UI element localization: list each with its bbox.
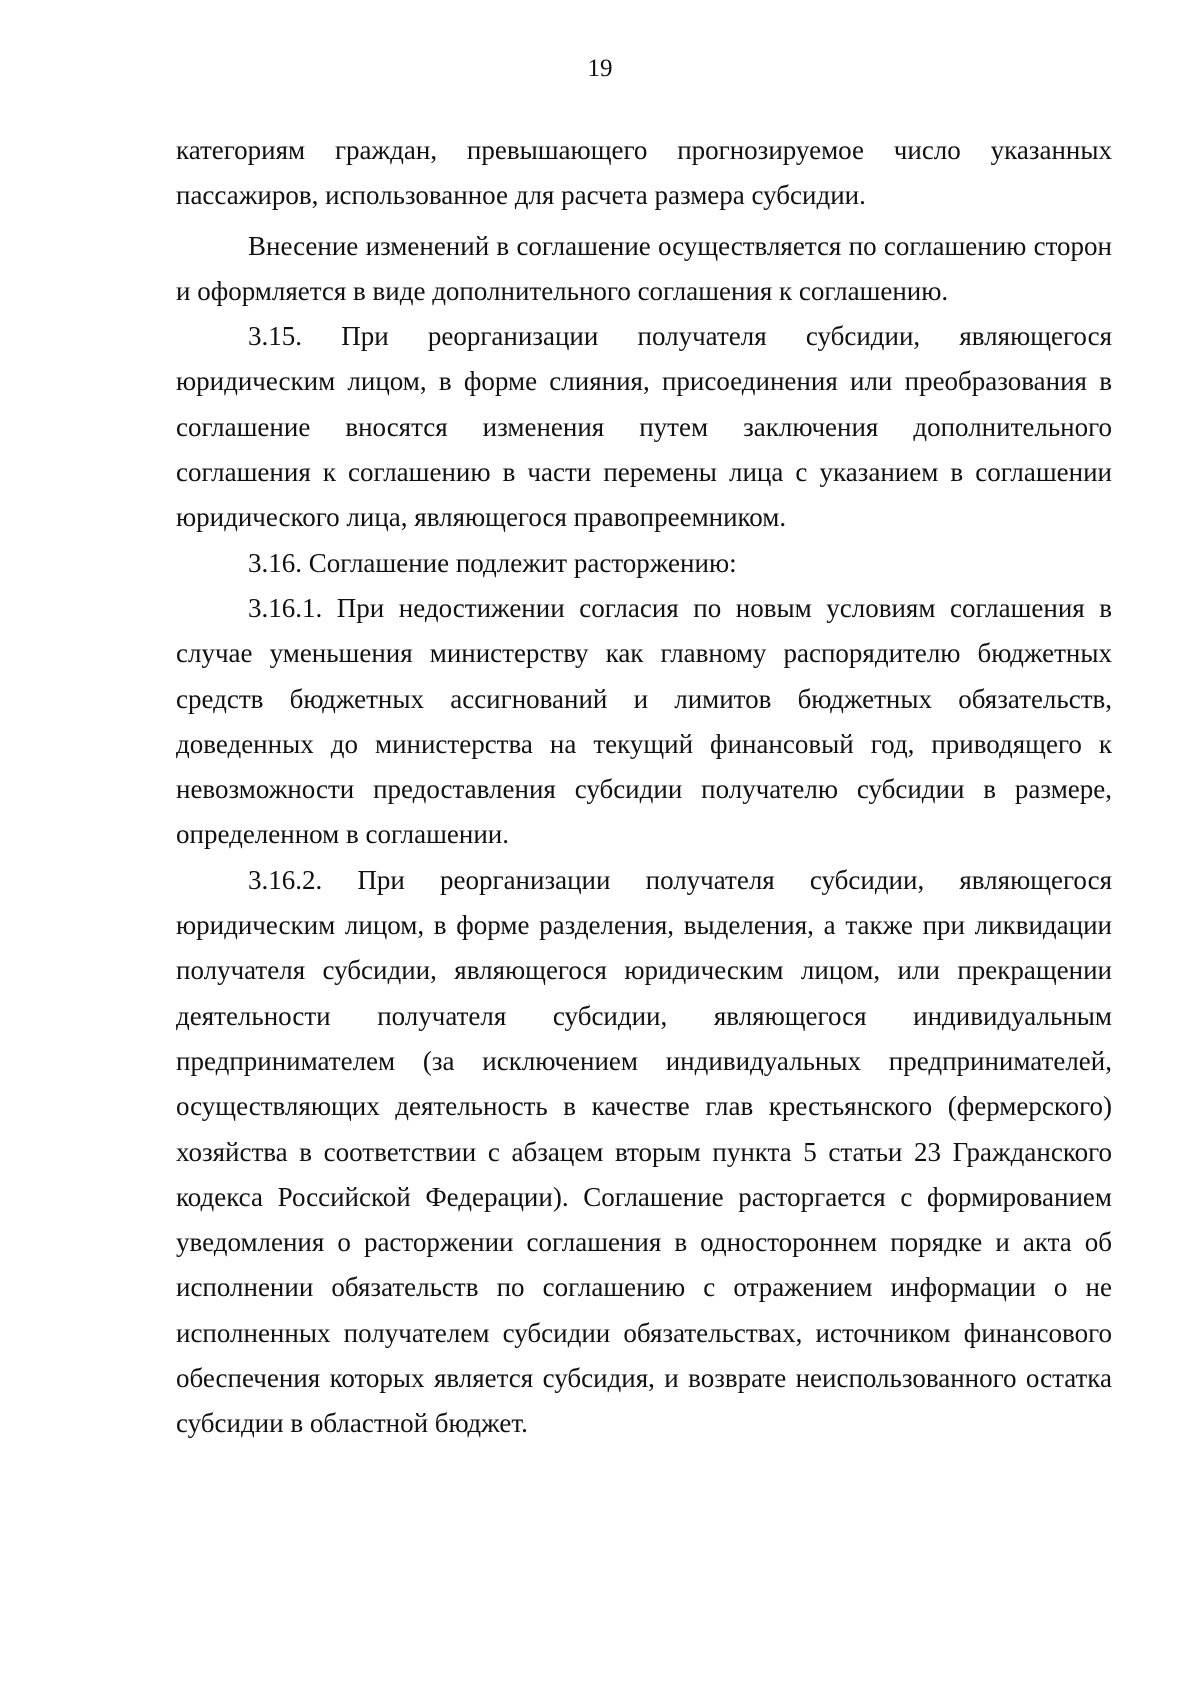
document-body bbox=[176, 128, 1112, 1447]
paragraph-3-15: 3.15. При реорганизации получателя субсидии, являющегося юридическим лицом, в форме слияния, присоединения или преобразования в соглашение вносятся изменения путем заключения дополнительного соглашения к соглашению в части перемены лица с указанием в соглашении юридического лица, являющегося правопреемником. bbox=[176, 321, 1112, 533]
page-number: 19 bbox=[587, 55, 613, 82]
paragraph-amendments: Внесение изменений в соглашение осуществляется по соглашению сторон и оформляется в виде дополнительного соглашения к соглашению. bbox=[176, 230, 1112, 306]
paragraph-continuation: категориям граждан, превышающего прогнозируемое число указанных пассажиров, использованное для расчета размера субсидии. bbox=[176, 135, 1112, 211]
paragraph-3-16-1: 3.16.1. При недостижении согласия по новым условиям соглашения в случае уменьшения министерству как главному распорядителю бюджетных средств бюджетных ассигнований и лимитов бюджетных обязательств, доведенных до министерства на текущий финансовый год, приводящего к невозможности предоставления субсидии получателю субсидии в размере, определенном в соглашении. bbox=[176, 592, 1112, 850]
paragraph-3-16-2: 3.16.2. При реорганизации получателя субсидии, являющегося юридическим лицом, в форме разделения, выделения, а также при ликвидации получателя субсидии, являющегося юридическим лицом, или прекращении деятельности получателя субсидии, являющегося индивидуальным предпринимателем (за исключением индивидуальных предпринимателей, осуществляющих деятельность в качестве глав крестьянского (фермерского) хозяйства в соответствии с абзацем вторым пункта 5 статьи 23 Гражданского кодекса Российской Федерации). Соглашение расторгается с формированием уведомления о расторжении соглашения в одностороннем порядке и акта об исполнении обязательств по соглашению с отражением информации о не исполненных получателем субсидии обязательствах, источником финансового обеспечения которых является субсидия, и возврате неиспользованного остатка субсидии в областной бюджет. bbox=[176, 864, 1112, 1439]
paragraph-3-16: 3.16. Соглашение подлежит расторжению: bbox=[248, 547, 737, 578]
